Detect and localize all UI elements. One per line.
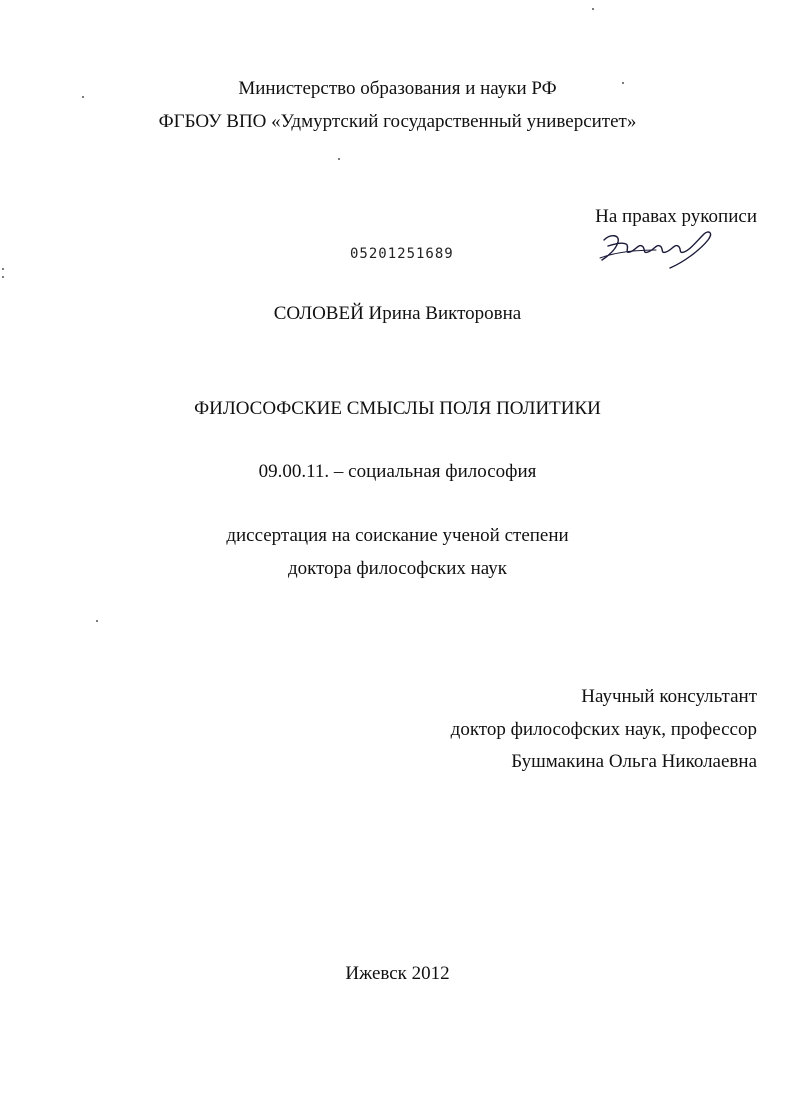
scan-speck [622, 82, 624, 84]
advisor-role: Научный консультант [581, 686, 757, 707]
scan-speck [2, 268, 4, 270]
handwritten-signature-icon [596, 226, 718, 272]
author-name: СОЛОВЕЙ Ирина Викторовна [273, 303, 522, 324]
scan-speck [2, 276, 4, 278]
scan-speck [96, 620, 98, 622]
advisor-credentials: доктор философских наук, профессор [450, 719, 757, 740]
degree-line-2: доктора философских наук [287, 558, 507, 579]
specialty-code: 09.00.11. – социальная философия [258, 461, 537, 482]
degree-line-1: диссертация на соискание ученой степени [226, 525, 569, 546]
city-year: Ижевск 2012 [345, 963, 450, 984]
dissertation-title: ФИЛОСОФСКИЕ СМЫСЛЫ ПОЛЯ ПОЛИТИКИ [194, 398, 601, 419]
ministry-title: Министерство образования и науки РФ [238, 78, 557, 99]
scan-speck [82, 96, 84, 98]
advisor-name: Бушмакина Ольга Николаевна [511, 751, 757, 772]
scan-speck [592, 8, 594, 10]
university-title: ФГБОУ ВПО «Удмуртский государственный университет» [158, 111, 637, 132]
library-stamp-number: 05201251689 [350, 246, 454, 262]
manuscript-rights-note: На правах рукописи [595, 206, 757, 227]
scan-speck [338, 158, 340, 160]
